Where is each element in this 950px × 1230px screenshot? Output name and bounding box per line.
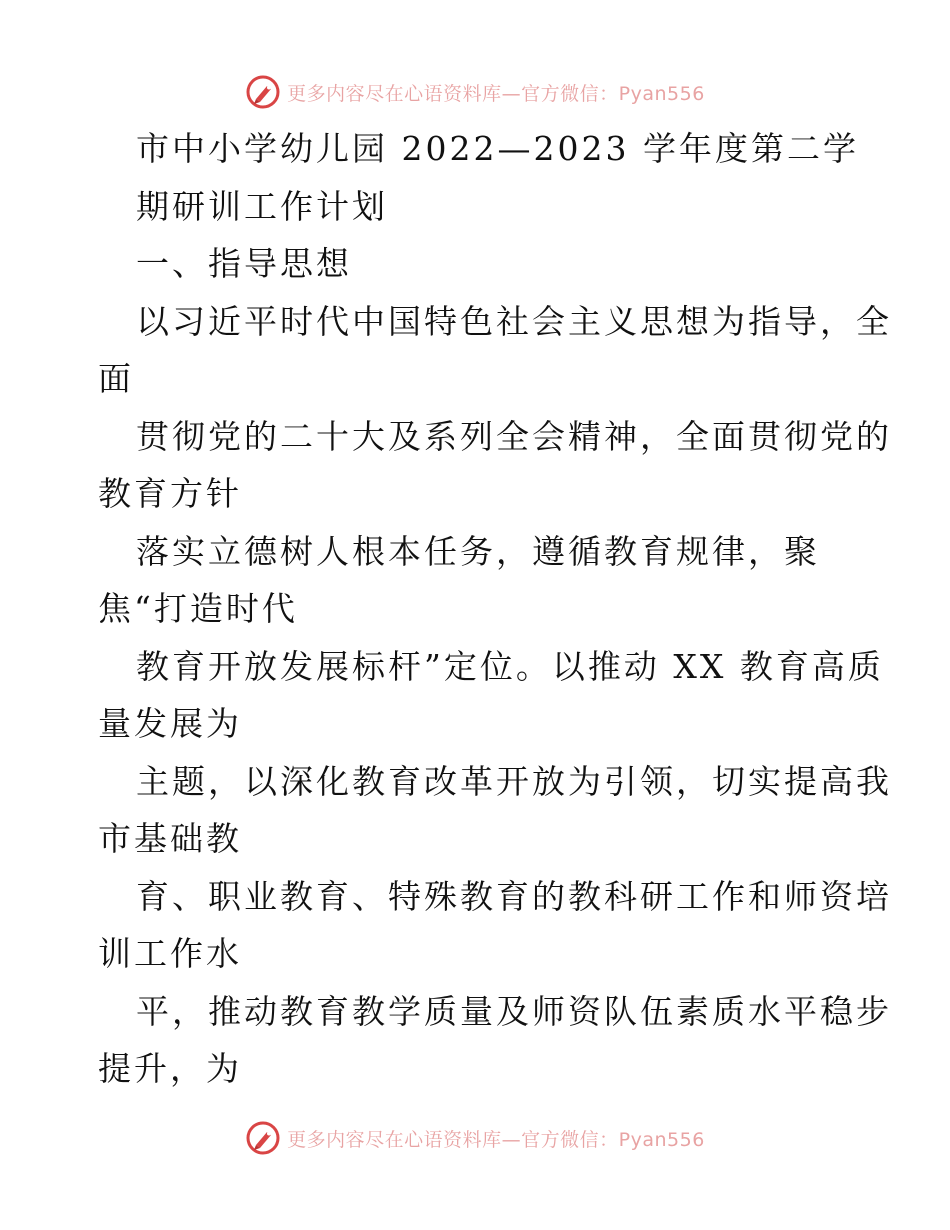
document-line: 提升，为 — [98, 1049, 242, 1088]
document-line: 一、指导思想 — [136, 244, 352, 283]
document-line: 教育方针 — [98, 474, 242, 513]
document-line: 量发展为 — [98, 704, 242, 743]
document-line: 贯彻党的二十大及系列全会精神，全面贯彻党的 — [136, 416, 892, 456]
document-line: 教育开放发展标杆”定位。以推动 XX 教育高质 — [136, 646, 884, 686]
footer-watermark — [0, 1118, 950, 1158]
document-line: 焦“打造时代 — [98, 589, 298, 628]
document-line: 主题，以深化教育改革开放为引领，切实提高我 — [136, 761, 892, 801]
document-line: 育、职业教育、特殊教育的教科研工作和师资培 — [136, 876, 892, 916]
document-line: 平，推动教育教学质量及师资队伍素质水平稳步 — [136, 991, 892, 1031]
document-line: 市基础教 — [98, 819, 242, 858]
document-line: 期研训工作计划 — [136, 186, 388, 226]
document-line: 训工作水 — [98, 934, 242, 973]
document-line: 落实立德树人根本任务，遵循教育规律，聚 — [136, 531, 820, 571]
document-line: 市中小学幼儿园 2022—2023 学年度第二学 — [136, 129, 859, 168]
watermark-text: 更多内容尽在心语资料库—官方微信：Pyan556 — [287, 82, 705, 105]
document-body — [98, 120, 892, 1098]
pen-logo-icon — [245, 74, 281, 110]
pen-logo-icon — [245, 1120, 281, 1156]
header-watermark — [0, 72, 950, 112]
document-line: 以习近平时代中国特色社会主义思想为指导，全 — [136, 301, 892, 341]
document-line: 面 — [98, 359, 134, 398]
watermark-text: 更多内容尽在心语资料库—官方微信：Pyan556 — [287, 1128, 705, 1151]
